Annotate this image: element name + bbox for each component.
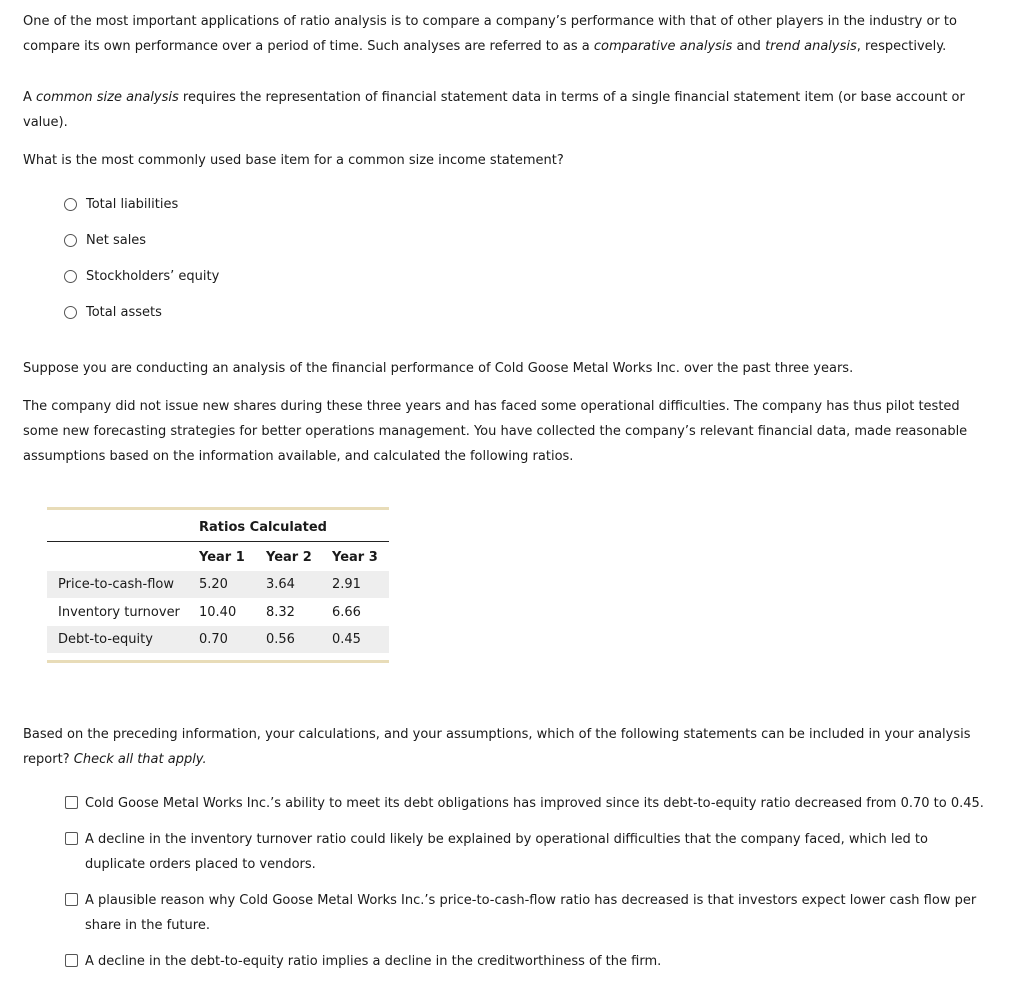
table-bottom-border: [47, 660, 389, 663]
cell-value: 5.20: [199, 577, 228, 592]
radio-button[interactable]: [64, 270, 77, 283]
radio-option-total-liabilities[interactable]: [64, 195, 178, 213]
cell-value: 3.64: [266, 577, 295, 592]
intro-text: One of the most important applications of ratio analysis is to compare a company’s performance with that of other players in the industry or to compare its own performance over a period of time. Such analyses are referred to as a: [23, 14, 957, 54]
intro-text: , respectively.: [856, 39, 947, 54]
radio-option-total-assets[interactable]: [64, 303, 162, 321]
radio-button[interactable]: [64, 234, 77, 247]
intro-text: and: [732, 39, 766, 54]
table-header-rule: [47, 541, 389, 542]
cell-value: 0.56: [266, 632, 295, 647]
intro-paragraph: [23, 9, 993, 59]
radio-option-net-sales[interactable]: [64, 231, 146, 249]
checkbox-label-2[interactable]: A decline in the inventory turnover ratio could likely be explained by operational difficulties that the company faced, which led to duplicate orders placed to vendors.: [85, 832, 928, 872]
scenario-details-paragraph: The company did not issue new shares during these three years and has faced some operational difficulties. The company has thus pilot tested some new forecasting strategies for better operations management. You have collected the company’s relevant financial data, made reasonable assumptions based on the information available, and calculated the following ratios.: [23, 399, 968, 464]
common-size-paragraph: [23, 85, 993, 135]
radio-label[interactable]: Total assets: [86, 304, 162, 320]
common-size-text: requires the representation of financial statement data in terms of a single financial statement item (or base account or value).: [23, 90, 965, 130]
header-year-1: Year 1: [199, 550, 245, 565]
cell-value: 10.40: [199, 605, 237, 620]
ratios-table: [47, 507, 389, 664]
checkbox-statement-1[interactable]: [65, 796, 78, 809]
checkbox-label-3[interactable]: A plausible reason why Cold Goose Metal Works Inc.’s price-to-cash-flow ratio has decreased is that investors expect lower cash flow per share in the future.: [85, 893, 977, 933]
checkbox-label-4[interactable]: A decline in the debt-to-equity ratio implies a decline in the creditworthiness of the firm.: [85, 954, 662, 969]
checkbox-statement-4[interactable]: [65, 954, 78, 967]
cell-value: 0.70: [199, 632, 228, 647]
question2-instruction: Check all that apply.: [73, 752, 207, 767]
checkbox-statement-2[interactable]: [65, 832, 78, 845]
checkbox-label-1[interactable]: Cold Goose Metal Works Inc.’s ability to meet its debt obligations has improved since its debt-to-equity ratio decreased from 0.70 to 0.45.: [85, 796, 984, 811]
term-common-size-analysis: common size analysis: [36, 90, 179, 105]
radio-label[interactable]: Total liabilities: [86, 196, 179, 212]
radio-button[interactable]: [64, 306, 77, 319]
checkbox-statement-3[interactable]: [65, 893, 78, 906]
term-trend-analysis: trend analysis: [765, 39, 857, 54]
table-header-row: [47, 544, 389, 571]
header-year-2: Year 2: [266, 550, 312, 565]
table-top-border: [47, 507, 389, 510]
table-row: [47, 599, 389, 626]
term-comparative-analysis: comparative analysis: [593, 39, 733, 54]
radio-label[interactable]: Net sales: [86, 232, 147, 248]
row-label: Price-to-cash-flow: [58, 577, 174, 592]
cell-value: 6.66: [332, 605, 361, 620]
radio-label[interactable]: Stockholders’ equity: [86, 268, 220, 284]
question2-text: Based on the preceding information, your calculations, and your assumptions, which of the following statements can be included in your analysis report?: [23, 727, 971, 767]
question2-prompt: [23, 722, 993, 772]
table-row: [47, 626, 389, 653]
header-year-3: Year 3: [332, 550, 378, 565]
cell-value: 2.91: [332, 577, 361, 592]
scenario-paragraph: Suppose you are conducting an analysis of the financial performance of Cold Goose Metal Works Inc. over the past three years.: [23, 361, 854, 376]
row-label: Inventory turnover: [58, 605, 180, 620]
cell-value: 8.32: [266, 605, 295, 620]
row-label: Debt-to-equity: [58, 632, 153, 647]
table-caption: Ratios Calculated: [199, 520, 327, 535]
table-row: [47, 571, 389, 598]
question1-prompt: What is the most commonly used base item for a common size income statement?: [23, 153, 564, 168]
radio-option-stockholders-equity[interactable]: [64, 267, 219, 285]
radio-button[interactable]: [64, 198, 77, 211]
cell-value: 0.45: [332, 632, 361, 647]
common-size-text: A: [23, 90, 37, 105]
